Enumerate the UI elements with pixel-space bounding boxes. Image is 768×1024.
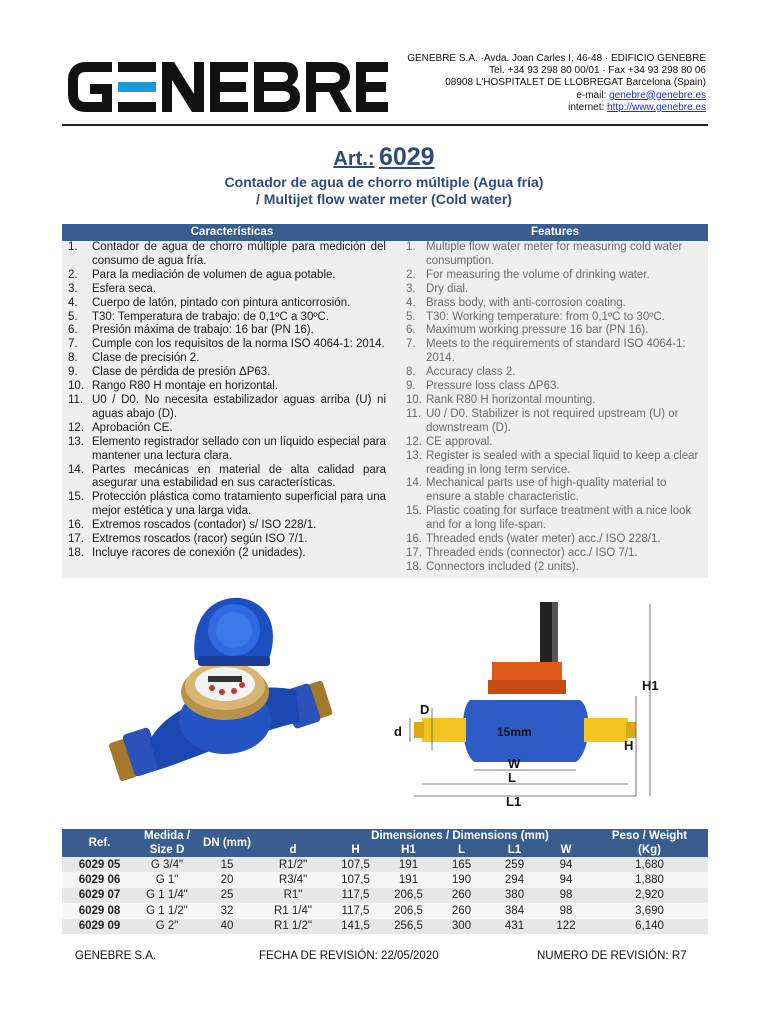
feature-text: Rango R80 H montaje en horizontal. <box>92 380 279 393</box>
feature-item <box>68 311 386 325</box>
feature-number: 5. <box>406 310 416 323</box>
company-city-line: 08908 L'HOSPITALET DE LLOBREGAT Barcelona (Spain) <box>445 77 706 89</box>
feature-item <box>406 311 702 325</box>
feature-text: Mechanical parts use of high-quality material to ensure a stable characteristic. <box>426 477 667 504</box>
cell-l: 165 <box>435 857 488 872</box>
cell-h: 117,5 <box>329 903 382 918</box>
cell-h: 107,5 <box>329 872 382 887</box>
feature-text: Presión máxima de trabajo: 16 bar (PN 16). <box>92 324 314 337</box>
feature-text: Rank R80 H horizontal mounting. <box>426 393 596 406</box>
feature-text: Contador de agua de chorro múltiple para medición del consumo de agua fría. <box>92 241 386 267</box>
cell-dn: 20 <box>197 872 257 887</box>
cell-d: R1/2" <box>257 857 329 872</box>
feature-item <box>68 380 386 394</box>
cell-w: 94 <box>541 872 591 887</box>
feature-text: Multiple flow water meter for measuring cold water consumption. <box>426 241 683 267</box>
feature-item <box>406 241 702 269</box>
cell-h1: 191 <box>382 872 435 887</box>
feature-text: Meets to the requirements of standard ISO 4064-1: 2014. <box>426 338 686 365</box>
feature-number: 2. <box>68 268 78 281</box>
feature-item <box>68 464 386 492</box>
feature-text: Connectors included (2 units). <box>426 560 579 573</box>
feature-text: Threaded ends (connector) acc./ ISO 7/1. <box>426 546 638 559</box>
feature-item <box>68 394 386 422</box>
feature-text: Threaded ends (water meter) acc./ ISO 228/1. <box>426 533 661 546</box>
feature-number: 11. <box>68 393 84 406</box>
email-label: e-mail: <box>576 89 610 101</box>
footer-company: GENEBRE S.A. <box>75 950 157 962</box>
feature-item <box>406 547 702 561</box>
company-email-line <box>407 90 706 102</box>
cell-h: 117,5 <box>329 888 382 903</box>
feature-item <box>406 366 702 380</box>
col-header-h: H <box>329 843 382 857</box>
feature-item <box>68 519 386 533</box>
cell-l1: 431 <box>488 919 541 934</box>
features-body <box>62 241 708 578</box>
feature-number: 2. <box>406 268 416 281</box>
feature-text: U0 / D0. Stabilizer is not required upstream (U) or downstream (D). <box>426 407 679 434</box>
product-title-en: / Multijet flow water meter (Cold water) <box>256 191 512 207</box>
cell-d: R3/4" <box>257 872 329 887</box>
cell-w: 98 <box>541 888 591 903</box>
feature-item <box>406 324 702 338</box>
cell-weight: 2,920 <box>591 888 708 903</box>
feature-text: U0 / D0. No necesita estabilizador aguas arriba (U) ni aguas abajo (D). <box>92 393 386 420</box>
feature-number: 9. <box>406 380 416 393</box>
cell-d: R1 1/2" <box>257 919 329 934</box>
website-link[interactable]: http://www.genebre.es <box>607 101 706 113</box>
feature-number: 17. <box>68 533 84 546</box>
feature-text: Accuracy class 2. <box>426 366 516 379</box>
feature-text: Clase de pérdida de presión ΔP63. <box>92 366 271 379</box>
cell-ref: 6029 07 <box>62 888 137 903</box>
water-meter-photo <box>100 590 350 790</box>
feature-number: 9. <box>68 366 78 379</box>
cell-ref: 6029 09 <box>62 919 137 934</box>
feature-item <box>406 505 702 533</box>
feature-text: Cuerpo de latón, pintado con pintura anticorrosión. <box>92 296 351 309</box>
features-header-en: Features <box>531 226 579 238</box>
feature-number: 10. <box>406 393 422 406</box>
header-divider <box>62 124 708 126</box>
feature-number: 6. <box>68 324 78 337</box>
feature-item <box>406 408 702 436</box>
feature-item <box>68 366 386 380</box>
col-header-dimensions-group: Dimensiones / Dimensions (mm) <box>329 829 591 843</box>
feature-item <box>406 283 702 297</box>
feature-number: 12. <box>406 435 422 448</box>
feature-text: Extremos roscados (contador) s/ ISO 228/1. <box>92 519 317 532</box>
col-header-size-2: Size D <box>137 843 197 857</box>
feature-number: 4. <box>68 296 78 309</box>
company-info <box>407 53 706 114</box>
feature-text: For measuring the volume of drinking water. <box>426 268 650 281</box>
cell-w: 94 <box>541 857 591 872</box>
feature-item <box>68 422 386 436</box>
feature-text: Incluye racores de conexión (2 unidades). <box>92 546 306 559</box>
feature-item <box>406 269 702 283</box>
article-number: 6029 <box>378 143 435 171</box>
feature-item <box>406 436 702 450</box>
feature-item <box>68 241 386 269</box>
feature-item <box>68 283 386 297</box>
col-header-l1: L1 <box>488 843 541 857</box>
feature-item <box>68 436 386 464</box>
cell-weight: 3,690 <box>591 903 708 918</box>
col-header-weight-1: Peso / Weight <box>591 829 708 843</box>
feature-number: 8. <box>406 366 416 379</box>
feature-number: 16. <box>406 533 422 546</box>
feature-number: 15. <box>406 505 422 518</box>
feature-text: Elemento registrador sellado con un líquido especial para mantener una lectura clara. <box>92 435 386 462</box>
feature-number: 14. <box>68 463 84 476</box>
col-header-weight-2: (Kg) <box>591 843 708 857</box>
feature-number: 15. <box>68 491 84 504</box>
cell-ref: 6029 05 <box>62 857 137 872</box>
feature-text: T30: Temperatura de trabajo: de 0,1ºC a 30ºC. <box>92 310 330 323</box>
feature-number: 3. <box>406 282 416 295</box>
company-website-line <box>407 102 706 114</box>
cell-h1: 256,5 <box>382 919 435 934</box>
feature-text: Plastic coating for surface treatment with a nice look and for a long life-span. <box>426 505 692 532</box>
dim-label-h1: H1 <box>642 678 659 693</box>
feature-number: 12. <box>68 421 84 434</box>
cell-l: 300 <box>435 919 488 934</box>
feature-text: Brass body, with anti-corrosion coating. <box>426 296 626 309</box>
feature-item <box>68 269 386 283</box>
feature-item <box>406 380 702 394</box>
cell-dn: 15 <box>197 857 257 872</box>
table-row <box>62 888 708 903</box>
company-address-line: GENEBRE S.A. ·Avda. Joan Carles I, 46-48 · EDIFICIO GENEBRE <box>407 53 706 64</box>
feature-item <box>406 394 702 408</box>
feature-item <box>68 533 386 547</box>
cell-size: G 1 1/4" <box>137 888 197 903</box>
feature-number: 5. <box>68 310 78 323</box>
cell-d: R1 1/4" <box>257 903 329 918</box>
dimensions-table-body <box>62 857 708 934</box>
feature-text: Extremos roscados (racor) según ISO 7/1. <box>92 533 308 546</box>
cell-weight: 6,140 <box>591 919 708 934</box>
feature-item <box>68 338 386 352</box>
cell-d: R1" <box>257 888 329 903</box>
feature-number: 18. <box>406 560 422 573</box>
cell-l1: 294 <box>488 872 541 887</box>
feature-text: Esfera seca. <box>92 282 156 295</box>
feature-text: Clase de precisión 2. <box>92 352 200 365</box>
col-header-d: d <box>257 843 329 857</box>
feature-text: Partes mecánicas en material de alta calidad para asegurar una estabilidad en sus características. <box>92 463 386 490</box>
feature-number: 8. <box>68 352 78 365</box>
feature-text: Dry dial. <box>426 282 469 295</box>
feature-number: 16. <box>68 519 84 532</box>
feature-item <box>68 491 386 519</box>
footer-revision-date: FECHA DE REVISIÓN: 22/05/2020 <box>259 950 439 962</box>
dimensions-diagram <box>380 600 670 810</box>
feature-text: Maximum working pressure 16 bar (PN 16). <box>426 324 649 337</box>
cell-size: G 1" <box>137 872 197 887</box>
table-row <box>62 919 708 934</box>
feature-number: 11. <box>406 407 422 420</box>
feature-number: 14. <box>406 477 422 490</box>
website-label: internet: <box>568 101 608 113</box>
cell-dn: 32 <box>197 903 257 918</box>
feature-number: 18. <box>68 546 84 559</box>
cell-dn: 40 <box>197 919 257 934</box>
feature-item <box>68 297 386 311</box>
feature-item <box>406 477 702 505</box>
cell-h1: 206,5 <box>382 888 435 903</box>
feature-text: CE approval. <box>426 435 493 448</box>
features-list-es <box>68 241 386 561</box>
article-title <box>0 143 768 172</box>
dim-label-d-thread: d <box>394 724 402 739</box>
table-row <box>62 857 708 872</box>
cell-ref: 6029 06 <box>62 872 137 887</box>
cell-l1: 384 <box>488 903 541 918</box>
feature-text: Aprobación CE. <box>92 421 173 434</box>
col-header-dn: DN (mm) <box>197 829 257 857</box>
dim-label-l1: L1 <box>506 794 522 809</box>
cell-l1: 380 <box>488 888 541 903</box>
dim-label-h: H <box>624 738 634 753</box>
cell-size: G 3/4" <box>137 857 197 872</box>
footer-revision-number: NUMERO DE REVISIÓN: R7 <box>537 950 687 962</box>
company-phone-line: Tel. +34 93 298 80 00/01 · Fax +34 93 298 80 06 <box>489 65 706 77</box>
genebre-logo <box>66 58 388 116</box>
feature-text: Protección plástica como tratamiento superficial para una mejor estética y una larga vida. <box>92 491 386 518</box>
cell-l1: 259 <box>488 857 541 872</box>
cell-size: G 2" <box>137 919 197 934</box>
col-header-size-1: Medida / <box>137 829 197 843</box>
feature-number: 7. <box>68 338 78 351</box>
feature-item <box>406 338 702 366</box>
feature-text: Register is sealed with a special liquid to keep a clear reading in long term service. <box>426 449 699 476</box>
cell-w: 98 <box>541 903 591 918</box>
feature-text: T30: Working temperature: from 0,1ºC to 30ºC. <box>426 310 665 323</box>
feature-text: Cumple con los requisitos de la norma ISO 4064-1: 2014. <box>92 338 385 351</box>
dimensions-table <box>62 829 708 934</box>
feature-item <box>68 352 386 366</box>
cell-dn: 25 <box>197 888 257 903</box>
cell-size: G 1 1/2" <box>137 903 197 918</box>
dim-label-w: W <box>508 756 521 771</box>
feature-item <box>406 450 702 478</box>
cell-h: 141,5 <box>329 919 382 934</box>
feature-number: 17. <box>406 546 422 559</box>
col-header-ref: Ref. <box>62 829 137 857</box>
cell-ref: 6029 08 <box>62 903 137 918</box>
diagram-body-label: 15mm <box>497 725 532 739</box>
feature-number: 1. <box>406 241 416 253</box>
product-title-es: Contador de agua de chorro múltiple (Agua fría) <box>224 174 544 190</box>
features-header-es: Características <box>190 226 274 238</box>
feature-number: 13. <box>406 449 422 462</box>
cell-weight: 1,880 <box>591 872 708 887</box>
feature-number: 4. <box>406 296 416 309</box>
feature-item <box>406 297 702 311</box>
cell-h1: 191 <box>382 857 435 872</box>
feature-number: 1. <box>68 241 78 253</box>
dim-label-l: L <box>508 770 516 785</box>
cell-l: 190 <box>435 872 488 887</box>
cell-l: 260 <box>435 888 488 903</box>
feature-number: 3. <box>68 282 78 295</box>
table-row <box>62 903 708 918</box>
table-row <box>62 872 708 887</box>
features-header <box>62 224 708 241</box>
dim-label-d-size: D <box>420 702 430 717</box>
col-header-l: L <box>435 843 488 857</box>
email-link[interactable]: genebre@genebre.es <box>609 89 706 101</box>
feature-item <box>406 533 702 547</box>
cell-weight: 1,680 <box>591 857 708 872</box>
cell-l: 260 <box>435 903 488 918</box>
cell-h1: 206,5 <box>382 903 435 918</box>
feature-number: 6. <box>406 324 416 337</box>
feature-item <box>68 324 386 338</box>
features-list-en <box>406 241 702 575</box>
cell-w: 122 <box>541 919 591 934</box>
feature-text: Para la mediación de volumen de agua potable. <box>92 268 336 281</box>
feature-number: 7. <box>406 338 416 351</box>
col-header-h1: H1 <box>382 843 435 857</box>
feature-item <box>68 547 386 561</box>
article-label: Art.: <box>333 148 375 170</box>
col-header-w: W <box>541 843 591 857</box>
feature-number: 10. <box>68 380 84 393</box>
feature-text: Pressure loss class ΔP63. <box>426 380 560 393</box>
feature-item <box>406 561 702 575</box>
cell-h: 107,5 <box>329 857 382 872</box>
feature-number: 13. <box>68 435 84 448</box>
